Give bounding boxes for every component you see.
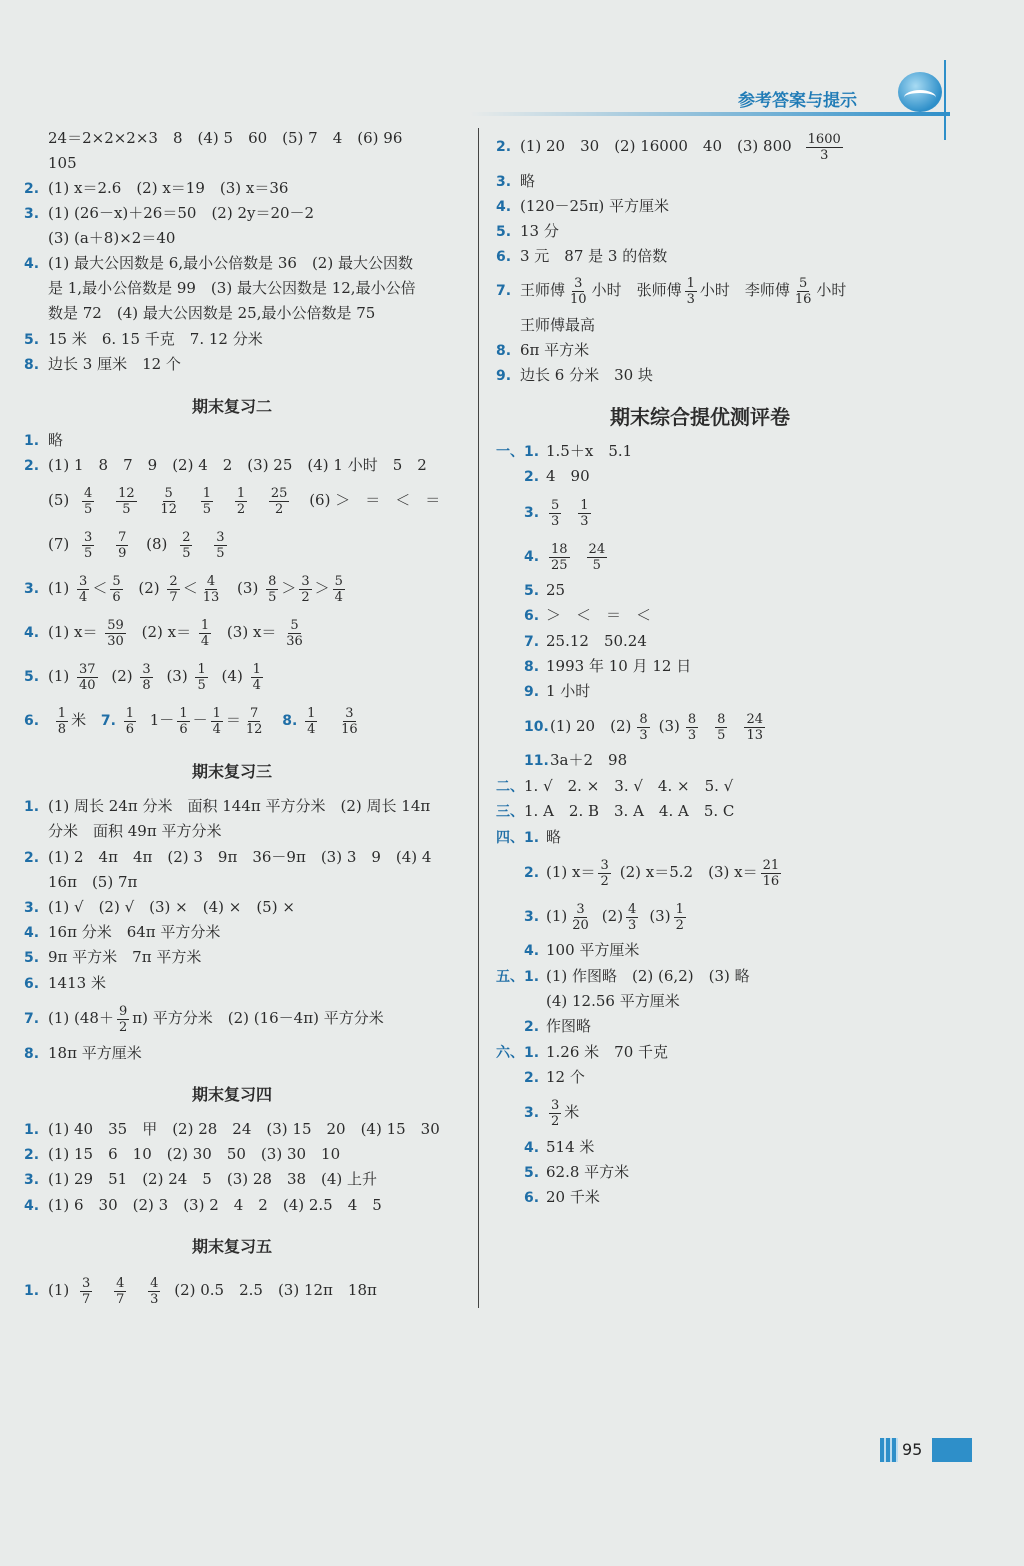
section-title-review-3: 期末复习三 bbox=[192, 762, 273, 781]
answer-line: 2. 作图略 bbox=[524, 1017, 592, 1035]
column-divider bbox=[478, 128, 479, 1308]
page-header-title: 参考答案与提示 bbox=[738, 91, 857, 111]
answer-line: 数是 72 (4) 最大公因数是 25,最小公倍数是 75 bbox=[48, 304, 376, 322]
answer-line: 4. 16π 分米 64π 平方分米 bbox=[24, 923, 221, 941]
answer-line: 1. (1) $\frac{3}{7}$ $\frac{4}{7}$ $\frac{4}{3}$ (2) 0.5 2.5 (3) 12π 18π bbox=[24, 1275, 377, 1307]
section-title-final-test: 期末综合提优测评卷 bbox=[610, 405, 790, 429]
answer-line: 9. 1 小时 bbox=[524, 682, 591, 700]
answer-line: 2. (1) x＝ $\frac{3}{2}$ (2) x＝5.2 (3) x＝ $\frac{21}{16}$ bbox=[524, 857, 780, 889]
section-title-review-2: 期末复习二 bbox=[192, 397, 273, 416]
answer-line: 3. $\frac{3}{2}$ 米 bbox=[524, 1097, 580, 1129]
answer-line: 8. 18π 平方厘米 bbox=[24, 1044, 142, 1062]
answer-line: 五、1. (1) 作图略 (2) (6,2) (3) 略 bbox=[496, 967, 750, 985]
answer-line: 6. ＞ ＜ ＝ ＜ bbox=[524, 606, 652, 624]
answer-line: 6. 3 元 87 是 3 的倍数 bbox=[496, 247, 668, 265]
answer-line: 6. 1413 米 bbox=[24, 974, 106, 992]
answer-line: (7) $\frac{3}{5}$ $\frac{7}{9}$ (8) $\frac{2}{5}$ $\frac{3}{5}$ bbox=[48, 529, 225, 561]
answer-line: 二、1. √ 2. × 3. √ 4. × 5. √ bbox=[496, 777, 734, 795]
answer-line: 1. (1) 周长 24π 分米 面积 144π 平方分米 (2) 周长 14π bbox=[24, 797, 431, 815]
answer-line: 4. (1) 最大公因数是 6,最小公倍数是 36 (2) 最大公因数 bbox=[24, 254, 413, 272]
answer-line: 三、1. A 2. B 3. A 4. A 5. C bbox=[496, 802, 735, 820]
answer-line: 5. 13 分 bbox=[496, 222, 559, 240]
header-rule bbox=[470, 112, 950, 116]
answer-line: 7. 王师傅 $\frac{3}{10}$ 小时 张师傅 $\frac{1}{3}$ 小时 李师傅 $\frac{5}{16}$ 小时 bbox=[496, 275, 847, 307]
section-title-review-4: 期末复习四 bbox=[192, 1085, 273, 1104]
answer-line: 六、1. 1.26 米 70 千克 bbox=[496, 1043, 669, 1061]
answer-line: 5. 25 bbox=[524, 581, 566, 599]
answer-line: 3. $\frac{5}{3}$ $\frac{1}{3}$ bbox=[524, 497, 589, 529]
answer-line: (5) $\frac{4}{5}$ $\frac{12}{5}$ $\frac{5}{12}$ $\frac{1}{5}$ $\frac{1}{2}$ $\frac{25}{2}$ (6) ＞ ＝ ＜ ＝ bbox=[48, 485, 441, 517]
answer-line: 3. (1) $\frac{3}{4}$ ＜ $\frac{5}{6}$ (2) $\frac{2}{7}$ ＜ $\frac{4}{13}$ (3) $\frac{8}{5}$ ＞ $\frac{3}{2}$ ＞ $\frac{5}{4}$ bbox=[24, 573, 343, 605]
answer-line: 1. (1) 40 35 甲 (2) 28 24 (3) 15 20 (4) 15 30 bbox=[24, 1120, 440, 1138]
answer-line: 6. $\frac{1}{8}$ 米 7. $\frac{1}{6}$ 1－ $\frac{1}{6}$ － $\frac{1}{4}$ ＝ $\frac{7}{12}$ 8. $\frac{1}{4}$ $\frac{3}{16}$ bbox=[24, 705, 358, 737]
answer-line: 2. (1) 2 4π 4π (2) 3 9π 36－9π (3) 3 9 (4) 4 bbox=[24, 848, 432, 866]
answer-line: 6. 20 千米 bbox=[524, 1188, 600, 1206]
answer-line: (3) (a＋8)×2＝40 bbox=[48, 229, 176, 247]
answer-line: 4. (1) 6 30 (2) 3 (3) 2 4 2 (4) 2.5 4 5 bbox=[24, 1196, 382, 1214]
answer-line: 7. 25.12 50.24 bbox=[524, 632, 647, 650]
answer-line: 1. 略 bbox=[24, 431, 64, 449]
page-number: 95 bbox=[902, 1440, 923, 1459]
answer-line: 四、1. 略 bbox=[496, 828, 562, 846]
answer-line: 4. (120－25π) 平方厘米 bbox=[496, 197, 670, 215]
answer-line: 2. 4 90 bbox=[524, 467, 590, 485]
answer-line: 24＝2×2×2×3 8 (4) 5 60 (5) 7 4 (6) 96 bbox=[48, 129, 403, 147]
answer-line: 9. 边长 6 分米 30 块 bbox=[496, 366, 653, 384]
answer-line: 10.(1) 20 (2) $\frac{8}{3}$ (3) $\frac{8}{3}$ $\frac{8}{5}$ $\frac{24}{13}$ bbox=[524, 711, 763, 743]
answer-line: 11.3a＋2 98 bbox=[524, 751, 628, 769]
answer-line: 5. (1) $\frac{37}{40}$ (2) $\frac{3}{8}$ (3) $\frac{1}{5}$ (4) $\frac{1}{4}$ bbox=[24, 661, 261, 693]
answer-line: 2. 12 个 bbox=[524, 1068, 585, 1086]
answer-line: 4. 100 平方厘米 bbox=[524, 941, 640, 959]
answer-line: 16π (5) 7π bbox=[48, 873, 138, 891]
answer-line: 8. 1993 年 10 月 12 日 bbox=[524, 657, 692, 675]
answer-line: 3. (1) $\frac{3}{20}$ (2) $\frac{4}{3}$ (3) $\frac{1}{2}$ bbox=[524, 901, 684, 933]
answer-line: 8. 边长 3 厘米 12 个 bbox=[24, 355, 181, 373]
answer-line: 3. (1) √ (2) √ (3) × (4) × (5) × bbox=[24, 898, 295, 916]
answer-line: 2. (1) x＝2.6 (2) x＝19 (3) x＝36 bbox=[24, 179, 289, 197]
section-title-review-5: 期末复习五 bbox=[192, 1237, 273, 1256]
answer-line: 2. (1) 15 6 10 (2) 30 50 (3) 30 10 bbox=[24, 1145, 341, 1163]
answer-line: 分米 面积 49π 平方分米 bbox=[48, 822, 222, 840]
publisher-logo-icon bbox=[898, 72, 942, 112]
answer-line: 7. (1) (48＋ $\frac{9}{2}$ π) 平方分米 (2) (16－4π) 平方分米 bbox=[24, 1003, 384, 1035]
answer-line: 是 1,最小公倍数是 99 (3) 最大公因数是 12,最小公倍 bbox=[48, 279, 416, 297]
answer-line: 105 bbox=[48, 154, 77, 172]
answer-line: (4) 12.56 平方厘米 bbox=[546, 992, 680, 1010]
answer-line: 王师傅最高 bbox=[520, 316, 596, 334]
page-number-strip bbox=[880, 1438, 898, 1462]
answer-line: 4. $\frac{18}{25}$ $\frac{24}{5}$ bbox=[524, 541, 606, 573]
answer-line: 2. (1) 20 30 (2) 16000 40 (3) 800 $\frac{1600}{3}$ bbox=[496, 131, 841, 163]
answer-line: 3. (1) (26－x)＋26＝50 (2) 2y＝20－2 bbox=[24, 204, 315, 222]
answer-line: 一、1. 1.5＋x 5.1 bbox=[496, 442, 633, 460]
answer-line: 5. 62.8 平方米 bbox=[524, 1163, 630, 1181]
answer-line: 3. 略 bbox=[496, 172, 536, 190]
answer-line: 2. (1) 1 8 7 9 (2) 4 2 (3) 25 (4) 1 小时 5 2 bbox=[24, 456, 427, 474]
answer-line: 4. 514 米 bbox=[524, 1138, 595, 1156]
answer-line: 5. 15 米 6. 15 千克 7. 12 分米 bbox=[24, 330, 263, 348]
header-vertical-rule bbox=[944, 60, 946, 140]
answer-line: 4. (1) x＝ $\frac{59}{30}$ (2) x＝ $\frac{1}{4}$ (3) x＝ $\frac{5}{36}$ bbox=[24, 617, 303, 649]
page-number-tab bbox=[932, 1438, 972, 1462]
answer-line: 3. (1) 29 51 (2) 24 5 (3) 28 38 (4) 上升 bbox=[24, 1170, 378, 1188]
answer-line: 5. 9π 平方米 7π 平方米 bbox=[24, 948, 202, 966]
answer-line: 8. 6π 平方米 bbox=[496, 341, 590, 359]
